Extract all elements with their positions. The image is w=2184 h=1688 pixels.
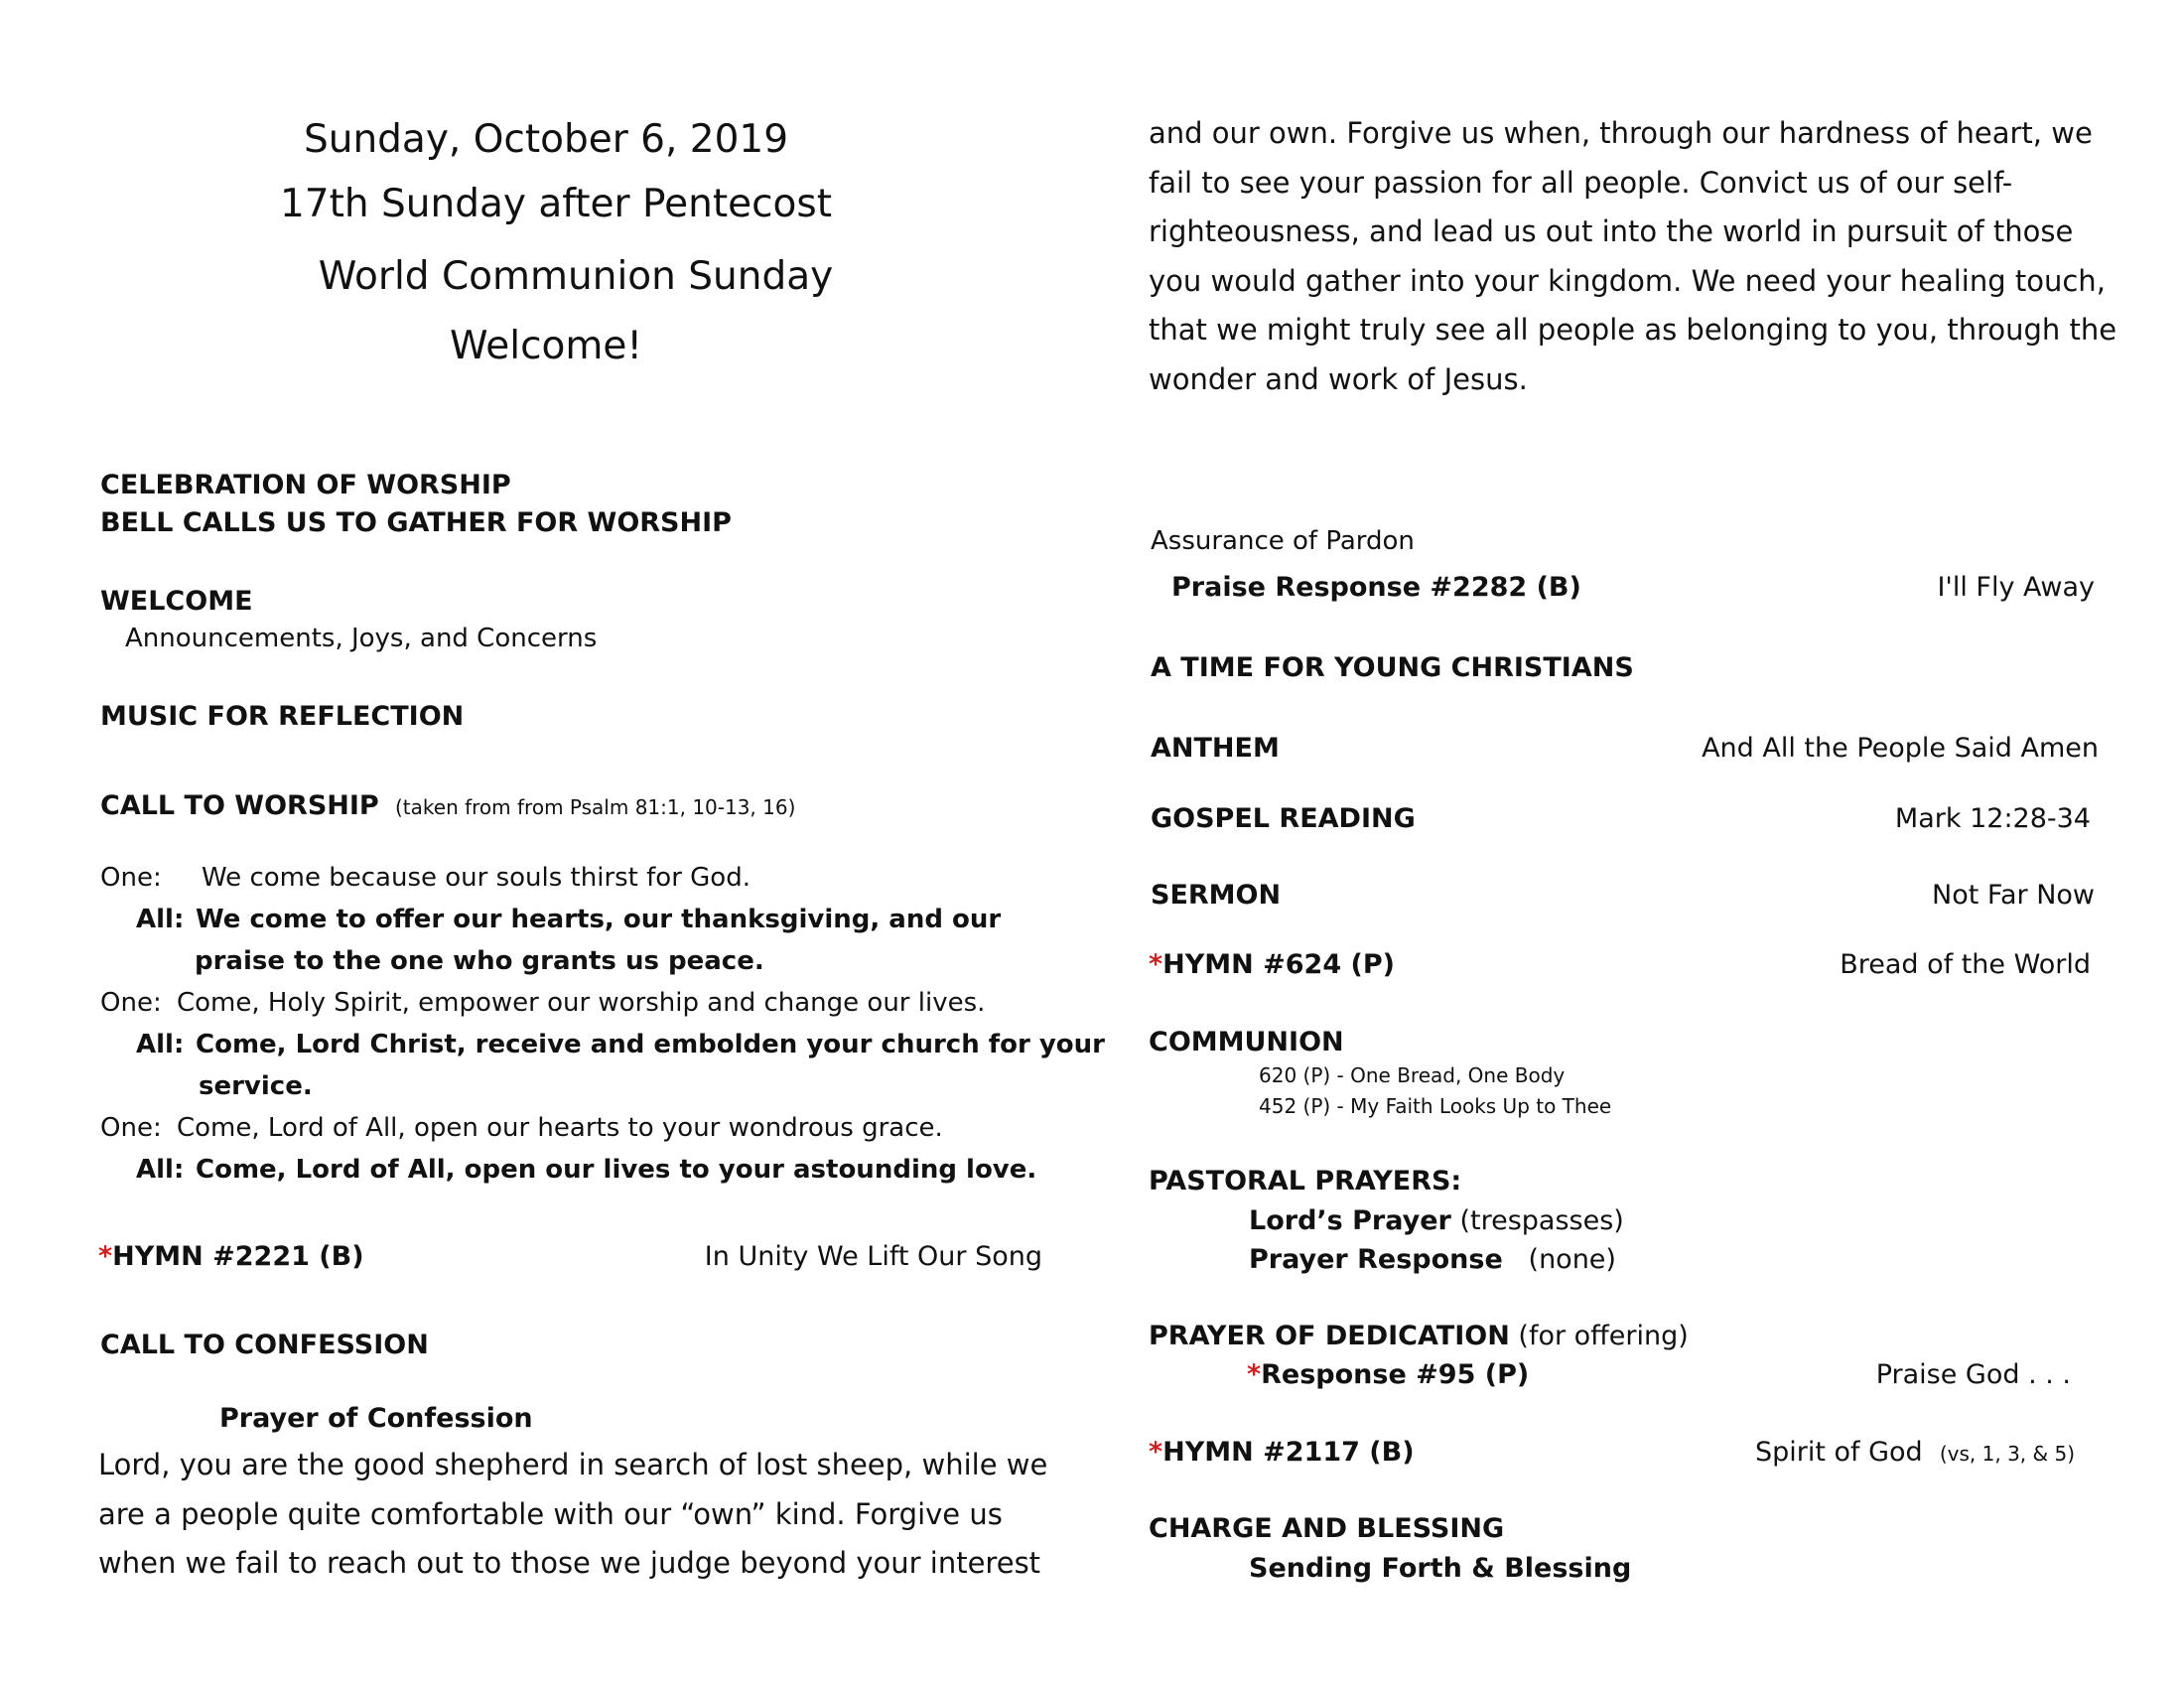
- charge-heading: CHARGE AND BLESSING: [1149, 1513, 1505, 1544]
- confession-line: fail to see your passion for all people. Convict us of our self-: [1149, 166, 2013, 200]
- call-to-confession-heading: CALL TO CONFESSION: [100, 1330, 429, 1360]
- call-to-worship-source: (taken from from Psalm 81:1, 10-13, 16): [395, 795, 796, 819]
- music-heading: MUSIC FOR REFLECTION: [100, 701, 465, 732]
- standing-marker: *: [98, 1241, 113, 1272]
- prayer-response-line: Prayer Response (none): [1249, 1244, 1616, 1275]
- lords-prayer-line: Lord’s Prayer (trespasses): [1249, 1205, 1624, 1236]
- response-95-label: *Response #95 (P): [1247, 1359, 1530, 1390]
- standing-marker: *: [1247, 1359, 1262, 1390]
- sermon-title: Not Far Now: [1932, 880, 2095, 911]
- sermon-label: SERMON: [1151, 880, 1282, 911]
- litany-one-line-1: We come because our souls thirst for God.: [202, 863, 751, 893]
- litany-all-label: All:: [136, 1030, 185, 1059]
- litany-one-label: One:: [100, 863, 162, 893]
- praise-response-title: I'll Fly Away: [1937, 572, 2095, 603]
- communion-hymn: 452 (P) - My Faith Looks Up to Thee: [1259, 1094, 1612, 1118]
- litany-one-label: One:: [100, 1113, 162, 1143]
- celebration-heading: CELEBRATION OF WORSHIP: [100, 470, 511, 500]
- litany-all-label: All:: [136, 905, 185, 934]
- confession-line: Lord, you are the good shepherd in search of lost sheep, while we: [98, 1448, 1048, 1481]
- communion-hymn: 620 (P) - One Bread, One Body: [1259, 1063, 1566, 1087]
- standing-marker: *: [1149, 1437, 1163, 1468]
- assurance-heading: Assurance of Pardon: [1151, 526, 1415, 556]
- young-christians-heading: A TIME FOR YOUNG CHRISTIANS: [1151, 652, 1634, 683]
- litany-all-line-2a: Come, Lord Christ, receive and embolden your church for your: [196, 1030, 1105, 1059]
- gospel-label: GOSPEL READING: [1151, 803, 1416, 834]
- confession-line: and our own. Forgive us when, through our hardness of heart, we: [1149, 116, 2093, 150]
- standing-marker: *: [1149, 949, 1163, 980]
- service-date: Sunday, October 6, 2019: [303, 117, 789, 162]
- bell-heading: BELL CALLS US TO GATHER FOR WORSHIP: [100, 507, 732, 538]
- litany-all-line-2b: service.: [199, 1071, 313, 1101]
- pastoral-prayers-heading: PASTORAL PRAYERS:: [1149, 1166, 1462, 1196]
- confession-line: you would gather into your kingdom. We need your healing touch,: [1149, 264, 2106, 298]
- announcements-text: Announcements, Joys, and Concerns: [125, 624, 598, 653]
- welcome-heading: WELCOME: [100, 586, 253, 617]
- hymn-2117-title: Spirit of God (vs, 1, 3, & 5): [1754, 1437, 2075, 1468]
- gospel-title: Mark 12:28-34: [1894, 803, 2091, 834]
- hymn-624-title: Bread of the World: [1840, 949, 2091, 980]
- hymn-2221-title: In Unity We Lift Our Song: [704, 1241, 1042, 1272]
- hymn-2221-label: *HYMN #2221 (B): [98, 1241, 364, 1272]
- litany-all-line-1b: praise to the one who grants us peace.: [195, 946, 764, 976]
- litany-one-line-3: Come, Lord of All, open our hearts to your wondrous grace.: [177, 1113, 943, 1143]
- confession-line: righteousness, and lead us out into the world in pursuit of those: [1149, 214, 2074, 248]
- anthem-label: ANTHEM: [1151, 733, 1280, 764]
- hymn-2117-label: *HYMN #2117 (B): [1149, 1437, 1415, 1468]
- communion-heading: COMMUNION: [1149, 1027, 1344, 1057]
- welcome-title: Welcome!: [449, 324, 643, 368]
- sending-forth-line: Sending Forth & Blessing: [1249, 1553, 1632, 1584]
- litany-all-line-3: Come, Lord of All, open our lives to your astounding love.: [196, 1155, 1037, 1185]
- observance-title: World Communion Sunday: [318, 254, 834, 299]
- confession-line: wonder and work of Jesus.: [1149, 362, 1528, 396]
- litany-one-label: One:: [100, 988, 162, 1018]
- confession-line: that we might truly see all people as belonging to you, through the: [1149, 313, 2117, 347]
- anthem-title: And All the People Said Amen: [1702, 733, 2099, 764]
- response-95-title: Praise God . . .: [1875, 1359, 2071, 1390]
- confession-line: when we fail to reach out to those we judge beyond your interest: [98, 1546, 1041, 1580]
- prayer-of-confession-heading: Prayer of Confession: [219, 1403, 533, 1434]
- hymn-624-label: *HYMN #624 (P): [1149, 949, 1395, 980]
- call-to-worship-heading: CALL TO WORSHIP: [100, 790, 379, 821]
- litany-one-line-2: Come, Holy Spirit, empower our worship and change our lives.: [177, 988, 986, 1018]
- litany-all-label: All:: [136, 1155, 185, 1185]
- dedication-heading: PRAYER OF DEDICATION (for offering): [1149, 1321, 1689, 1351]
- praise-response-label: Praise Response #2282 (B): [1171, 572, 1581, 603]
- litany-all-line-1a: We come to offer our hearts, our thanksgiving, and our: [196, 905, 1002, 934]
- confession-line: are a people quite comfortable with our “own” kind. Forgive us: [98, 1497, 1003, 1531]
- liturgical-season: 17th Sunday after Pentecost: [279, 182, 833, 226]
